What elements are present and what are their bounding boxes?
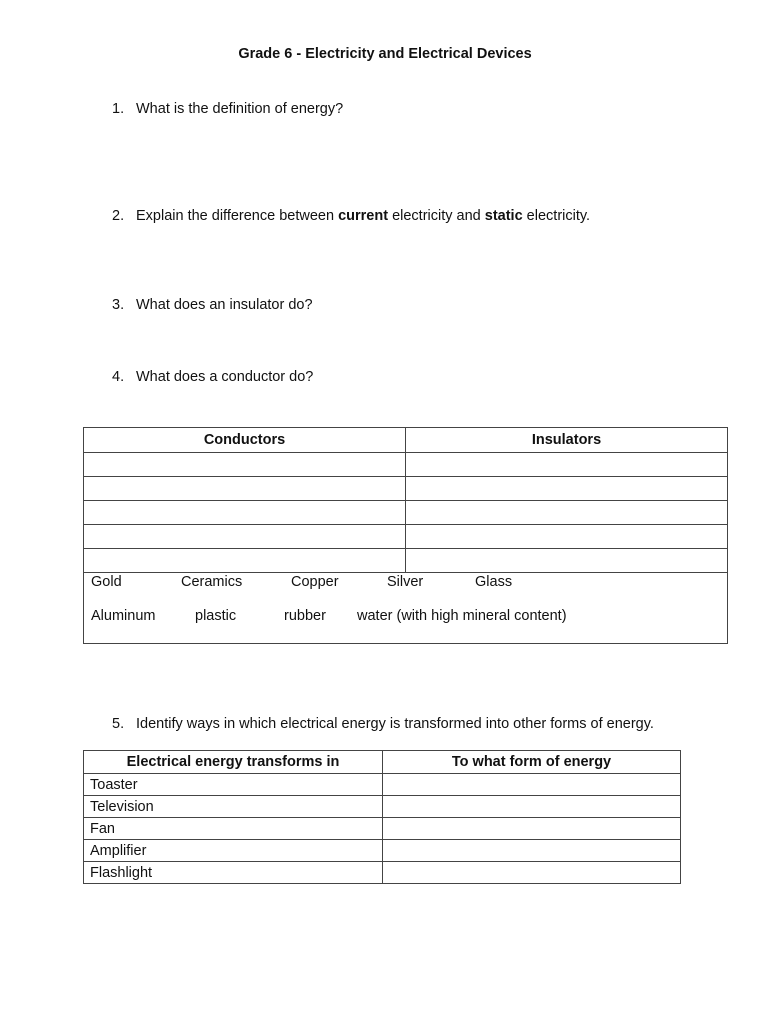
question-text: What does a conductor do?	[136, 369, 314, 385]
question-number: 2.	[112, 208, 125, 224]
conductor-answer-cell[interactable]	[84, 501, 406, 525]
word-bank-item: Copper	[291, 574, 339, 590]
table-row	[84, 818, 681, 840]
word-bank-item: Silver	[387, 574, 424, 590]
energy-form-answer-cell[interactable]	[383, 796, 681, 818]
word-bank-line-2	[90, 608, 721, 643]
word-bank-row	[84, 573, 728, 644]
conductor-answer-cell[interactable]	[84, 477, 406, 501]
question-number: 1.	[112, 101, 125, 117]
insulator-answer-cell[interactable]	[406, 549, 728, 573]
energy-form-answer-cell[interactable]	[383, 818, 681, 840]
question-number: 5.	[112, 716, 125, 732]
table-row	[84, 774, 681, 796]
table-row	[84, 796, 681, 818]
device-cell: Amplifier	[84, 840, 383, 862]
device-cell: Flashlight	[84, 862, 383, 884]
conductors-header: Conductors	[84, 428, 406, 453]
table-row	[84, 501, 728, 525]
question-number: 3.	[112, 297, 125, 313]
table-row	[84, 525, 728, 549]
question-number: 4.	[112, 369, 125, 385]
insulator-answer-cell[interactable]	[406, 477, 728, 501]
question-text: Identify ways in which electrical energy is transformed into other forms of energy.	[136, 716, 654, 732]
page-title: Grade 6 - Electricity and Electrical Devices	[238, 46, 532, 62]
energy-form-answer-cell[interactable]	[383, 774, 681, 796]
device-cell: Fan	[84, 818, 383, 840]
table-row	[84, 549, 728, 573]
question-text-part: Explain the difference between	[136, 208, 339, 224]
word-bank-item: Ceramics	[181, 574, 243, 590]
insulator-answer-cell[interactable]	[406, 453, 728, 477]
conductor-answer-cell[interactable]	[84, 453, 406, 477]
word-bank-item: plastic	[195, 608, 237, 624]
conductors-insulators-table	[83, 427, 728, 644]
question-5	[112, 716, 654, 732]
energy-form-answer-cell[interactable]	[383, 840, 681, 862]
question-text: What does an insulator do?	[136, 297, 313, 313]
word-bank-item: rubber	[284, 608, 326, 624]
question-text: What is the definition of energy?	[136, 101, 344, 117]
table-row	[84, 453, 728, 477]
question-emphasis-static: static	[484, 208, 523, 224]
device-header: Electrical energy transforms in	[84, 751, 383, 774]
table-header-row	[84, 428, 728, 453]
table-row	[84, 862, 681, 884]
energy-transformation-table	[83, 750, 681, 884]
table-header-row	[84, 751, 681, 774]
insulator-answer-cell[interactable]	[406, 501, 728, 525]
insulator-answer-cell[interactable]	[406, 525, 728, 549]
question-3	[112, 297, 313, 313]
question-2	[112, 208, 590, 224]
conductor-answer-cell[interactable]	[84, 549, 406, 573]
conductor-answer-cell[interactable]	[84, 525, 406, 549]
energy-form-header: To what form of energy	[383, 751, 681, 774]
word-bank-line-1	[90, 573, 721, 608]
table-row	[84, 477, 728, 501]
device-cell: Television	[84, 796, 383, 818]
question-text-part: electricity.	[522, 208, 591, 224]
word-bank	[84, 573, 728, 644]
word-bank-item: Aluminum	[91, 608, 156, 624]
table-row	[84, 840, 681, 862]
device-cell: Toaster	[84, 774, 383, 796]
insulators-header: Insulators	[406, 428, 728, 453]
question-emphasis-current: current	[338, 208, 389, 224]
question-4	[112, 369, 313, 385]
word-bank-item: Gold	[91, 574, 122, 590]
question-1	[112, 101, 343, 117]
word-bank-item: Glass	[475, 574, 513, 590]
energy-form-answer-cell[interactable]	[383, 862, 681, 884]
question-text-part: electricity and	[388, 208, 485, 224]
word-bank-item: water (with high mineral content)	[357, 608, 567, 624]
